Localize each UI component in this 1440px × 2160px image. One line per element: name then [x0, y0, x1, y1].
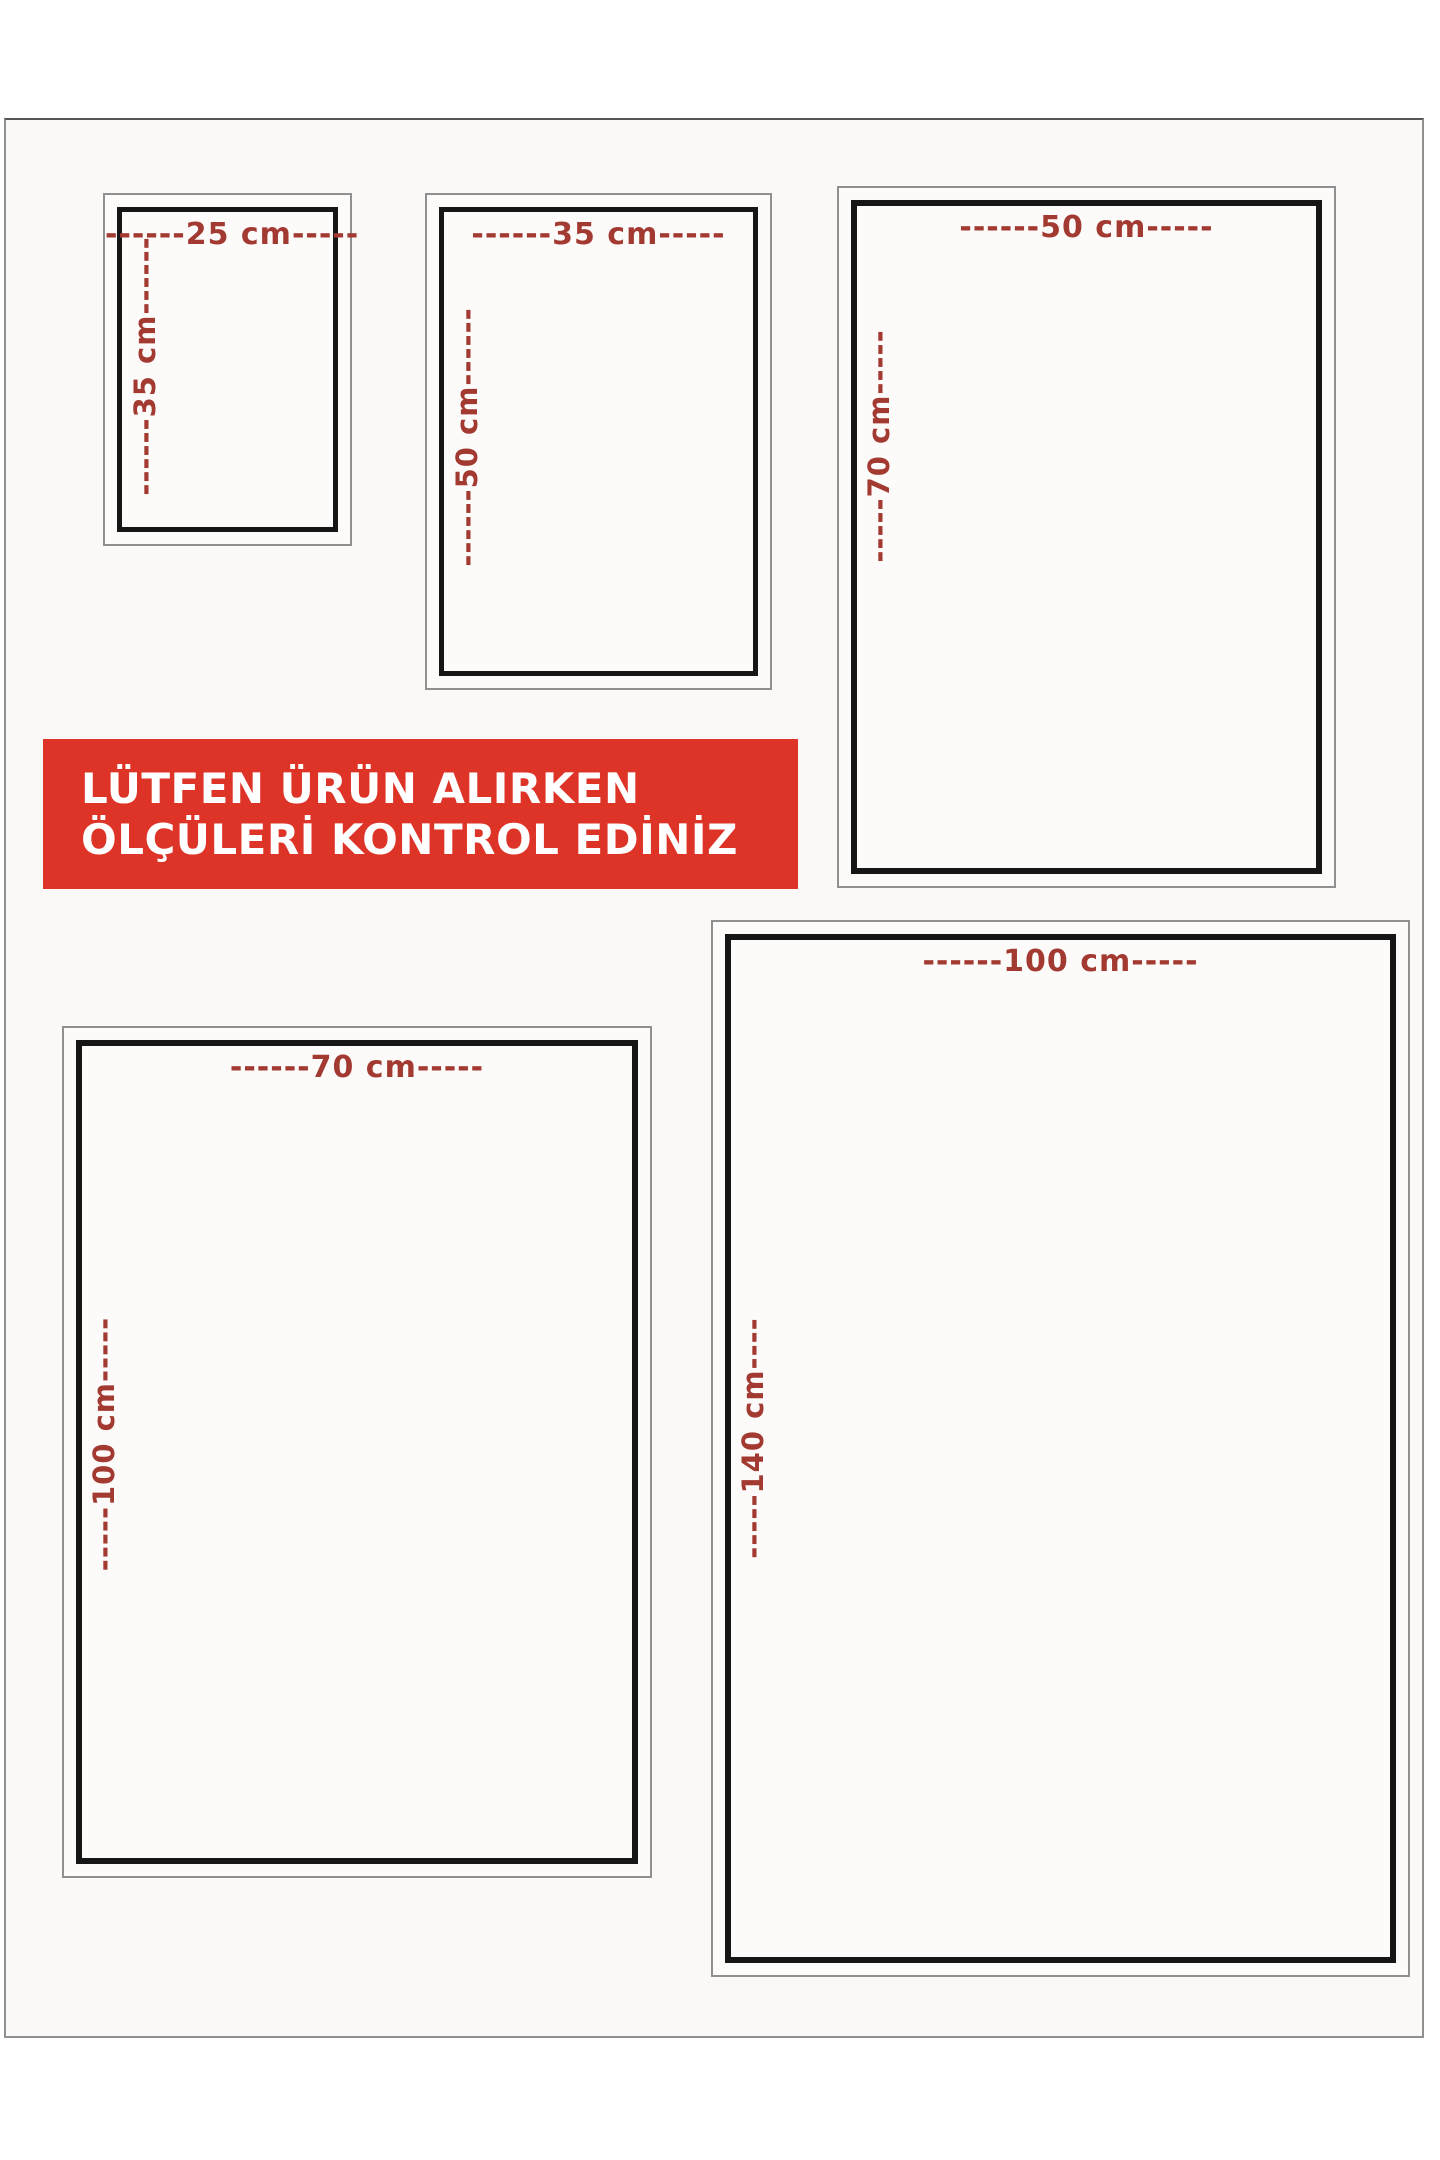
height-label-35cm: ------35 cm------: [128, 236, 162, 496]
size-box-70x100: [62, 1026, 652, 1878]
height-label-100cm: -----100 cm-----: [87, 1316, 121, 1571]
warning-banner-line2: ÖLÇÜLERİ KONTROL EDİNİZ: [81, 815, 738, 864]
width-label-100cm: ------100 cm-----: [922, 944, 1199, 979]
size-box-50x70-inner-border: [851, 200, 1322, 874]
size-box-100x140-inner-border: [725, 934, 1396, 1963]
size-box-35x50: [425, 193, 772, 690]
size-box-70x100-inner-border: [76, 1040, 638, 1864]
width-label-70cm: ------70 cm-----: [229, 1050, 485, 1085]
width-label-35cm: ------35 cm-----: [471, 217, 726, 252]
height-label-70cm: -----70 cm-----: [862, 329, 896, 563]
size-box-100x140: [711, 920, 1410, 1977]
size-box-50x70: [837, 186, 1336, 888]
warning-banner: [43, 739, 798, 889]
height-label-140cm: -----140 cm----: [736, 1317, 770, 1559]
size-box-35x50-inner-border: [439, 207, 758, 676]
width-label-50cm: ------50 cm-----: [959, 210, 1214, 245]
width-label-25cm: ------25 cm-----: [105, 217, 360, 252]
size-box-25x35: [103, 193, 360, 546]
warning-banner-line1: LÜTFEN ÜRÜN ALIRKEN: [81, 763, 640, 813]
height-label-50cm: ------50 cm------: [450, 306, 484, 567]
